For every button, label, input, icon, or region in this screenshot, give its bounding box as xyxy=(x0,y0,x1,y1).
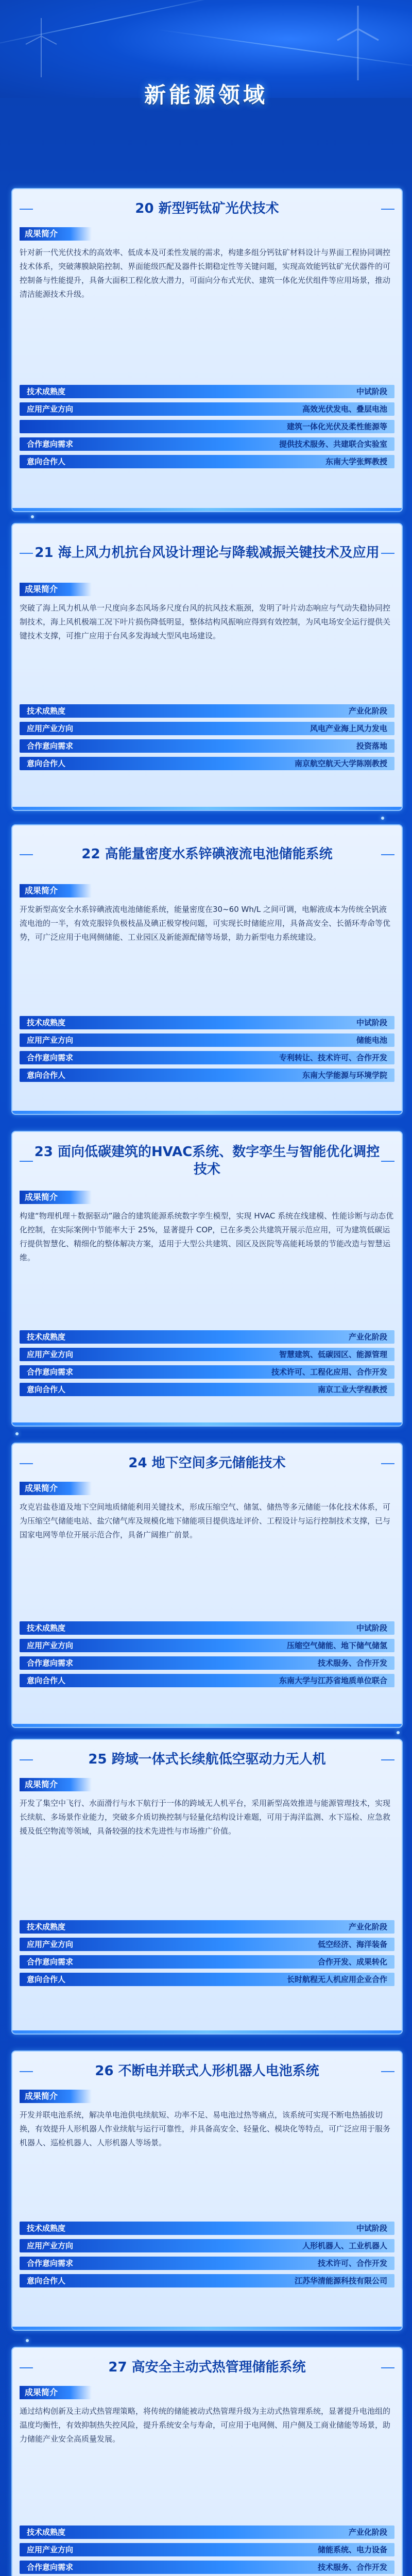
info-key: 技术成熟度 xyxy=(27,1332,66,1342)
info-key: 意向合作人 xyxy=(27,1975,66,1984)
info-row-unit xyxy=(20,1674,394,1687)
info-row-maturity xyxy=(20,704,394,718)
sparkle-icon xyxy=(26,2339,29,2342)
info-value: 技术许可、工程化应用、合作开发 xyxy=(271,1367,387,1377)
achievement-card xyxy=(11,523,403,811)
info-key: 意向合作人 xyxy=(27,759,66,768)
info-value: 中试阶段 xyxy=(356,1018,387,1027)
info-value: 产业化阶段 xyxy=(348,1922,387,1931)
info-value: 压缩空气储能、地下储气储氢 xyxy=(286,1641,387,1650)
info-row-maturity xyxy=(20,1330,394,1344)
intro-label: 成果简介 xyxy=(20,583,92,596)
info-row-maturity xyxy=(20,1621,394,1635)
card-bottom-rule xyxy=(12,1111,402,1114)
card-title-box xyxy=(12,2352,402,2383)
info-key: 应用产业方向 xyxy=(27,1940,74,1949)
info-row-maturity xyxy=(20,2526,394,2539)
info-key: 合作意向需求 xyxy=(27,741,74,751)
info-key: 意向合作人 xyxy=(27,457,66,466)
info-key: 合作意向需求 xyxy=(27,2259,74,2268)
info-row-industry xyxy=(20,402,394,416)
info-value: 江苏华清能源科技有限公司 xyxy=(294,2276,387,2285)
info-key: 应用产业方向 xyxy=(27,2545,74,2554)
info-key: 技术成熟度 xyxy=(27,2528,66,2537)
wind-turbine-icon xyxy=(330,3,386,80)
intro-text: 突破了海上风力机从单一尺度向多态风场多尺度台风的抗风技术瓶颈，发明了叶片动态响应与气动失稳协同控制技术，海上风机极端工况下叶片损伤降低明显，整体结构风振响应得到有效控制，为风电场安全运行提供关键技术支撑，可推广应用于台风多发海域大型风电场建设。 xyxy=(20,603,391,640)
intro-text: 开发了集空中飞行、水面滑行与水下航行于一体的跨域无人机平台，采用新型高效推进与能源管理技术，实现长续航、多场景作业能力，突破多介质切换控制与轻量化结构设计难题，可用于海洋监测、水下巡检、应急救援及低空物流等领域，具备较强的技术先进性与市场推广价值。 xyxy=(20,1799,391,1836)
info-row-industry xyxy=(20,1639,394,1652)
info-row-unit xyxy=(20,1973,394,1986)
info-row-industry xyxy=(20,2239,394,2252)
intro-label: 成果简介 xyxy=(20,2386,92,2399)
achievement-card xyxy=(11,1739,403,2035)
info-value: 建筑一体化光伏及柔性能源等 xyxy=(286,422,387,431)
info-row-mode xyxy=(20,1051,394,1064)
info-key: 应用产业方向 xyxy=(27,2241,74,2250)
info-key: 技术成熟度 xyxy=(27,1922,66,1931)
info-key: 意向合作人 xyxy=(27,1676,66,1685)
intro-text: 开发新型高安全水系锌碘液流电池储能系统，能量密度在30~60 Wh/L 之间可调，电解液成本为传统全钒液流电池的一半，有效克服锌负极枝晶及碘正极穿梭问题，可实现长时储能应用，具备高安全、长循环寿命等优势，可广泛应用于电网侧储能、工业园区及新能源配储等场景，助力新型电力系统建设。 xyxy=(20,905,391,942)
card-title: 26 不断电并联式人形机器人电池系统 xyxy=(95,2063,319,2079)
info-key: 合作意向需求 xyxy=(27,1053,74,1062)
sparkle-icon xyxy=(397,1731,400,1734)
info-row-mode xyxy=(20,1365,394,1379)
info-row-industry xyxy=(20,1348,394,1361)
sparkle-icon xyxy=(381,817,384,820)
info-value: 投资落地 xyxy=(356,741,387,751)
card-bottom-rule xyxy=(12,2327,402,2330)
info-row-industry-extra xyxy=(20,420,394,433)
info-key: 意向合作人 xyxy=(27,1385,66,1394)
info-value: 人形机器人、工业机器人 xyxy=(302,2241,387,2250)
info-key: 技术成熟度 xyxy=(27,1018,66,1027)
card-title-box xyxy=(12,2056,402,2087)
info-value: 产业化阶段 xyxy=(348,2528,387,2537)
info-row-mode xyxy=(20,739,394,753)
info-key: 合作意向需求 xyxy=(27,1367,74,1377)
info-value: 东南大学与江苏省地质单位联合 xyxy=(279,1676,387,1685)
info-value: 长时航程无人机应用企业合作 xyxy=(286,1975,387,1984)
achievement-card xyxy=(11,2347,403,2576)
info-value: 中试阶段 xyxy=(356,387,387,396)
card-bottom-rule xyxy=(12,807,402,810)
intro-text: 攻克岩盐巷道及地下空间地质储能利用关键技术，形成压缩空气、储氢、储热等多元储能一体化技术体系，可为压缩空气储能电站、盐穴储气库及规模化地下储能项目提供选址评价、工程设计与运行控制技术支撑，已与国家电网等单位开展示范合作，具备广阔推广前景。 xyxy=(20,1502,391,1539)
info-key: 应用产业方向 xyxy=(27,1350,74,1359)
info-value: 专利转让、技术许可、合作开发 xyxy=(279,1053,387,1062)
info-value: 中试阶段 xyxy=(356,2224,387,2233)
intro-text: 构建“物理机理＋数据驱动”融合的建筑能源系统数字孪生模型，实现 HVAC 系统在线建模、性能诊断与动态优化控制，在实际案例中节能率大于 25%，显著提升 COP，已在多类公共建筑开展示范应用，可为建筑低碳运行提供智慧化、精细化的整体解决方案，适用于大型公共建筑、园区及医院等高能耗场景的节能改造与智慧运维。 xyxy=(20,1211,394,1262)
info-row-unit xyxy=(20,757,394,770)
info-value: 风电产业海上风力发电 xyxy=(310,724,387,733)
card-bottom-rule xyxy=(12,508,402,511)
card-bottom-rule xyxy=(12,1724,402,1727)
info-key: 合作意向需求 xyxy=(27,1957,74,1967)
intro-label: 成果简介 xyxy=(20,2090,92,2103)
info-row-maturity xyxy=(20,2222,394,2235)
info-row-unit xyxy=(20,2274,394,2287)
info-key: 应用产业方向 xyxy=(27,724,74,733)
info-key: 意向合作人 xyxy=(27,1071,66,1080)
info-key: 合作意向需求 xyxy=(27,439,74,449)
intro-label: 成果简介 xyxy=(20,1191,92,1204)
info-value: 中试阶段 xyxy=(356,1623,387,1633)
info-value: 南京航空航天大学陈刚教授 xyxy=(294,759,387,768)
card-title: 27 高安全主动式热管理储能系统 xyxy=(108,2360,306,2375)
info-key: 合作意向需求 xyxy=(27,1658,74,1668)
info-row-industry xyxy=(20,1033,394,1047)
info-key: 技术成熟度 xyxy=(27,2224,66,2233)
wind-turbine-icon xyxy=(21,15,62,77)
info-value: 储能电池 xyxy=(356,1036,387,1045)
info-key: 技术成熟度 xyxy=(27,706,66,716)
achievement-card xyxy=(11,824,403,1115)
info-key: 技术成熟度 xyxy=(27,387,66,396)
card-title: 23 面向低碳建筑的HVAC系统、数字孪生与智能优化调控技术 xyxy=(34,1144,380,1177)
info-key: 应用产业方向 xyxy=(27,1641,74,1650)
card-title: 20 新型钙钛矿光伏技术 xyxy=(135,201,279,216)
info-row-mode xyxy=(20,1955,394,1969)
info-key: 合作意向需求 xyxy=(27,2563,74,2572)
info-row-mode xyxy=(20,2561,394,2574)
card-title: 22 高能量密度水系锌碘液流电池储能系统 xyxy=(81,846,333,862)
achievement-card xyxy=(11,188,403,512)
card-bottom-rule xyxy=(12,2030,402,2033)
info-row-mode xyxy=(20,2257,394,2270)
info-key: 意向合作人 xyxy=(27,2276,66,2285)
info-value: 合作开发、成果转化 xyxy=(317,1957,387,1967)
info-row-maturity xyxy=(20,1016,394,1029)
sparkle-icon xyxy=(15,1432,19,1435)
info-row-mode xyxy=(20,1656,394,1670)
info-row-unit xyxy=(20,455,394,468)
card-title-box xyxy=(12,193,402,224)
card-title-box xyxy=(12,528,402,578)
info-row-unit xyxy=(20,1383,394,1396)
achievement-card xyxy=(11,1131,403,1427)
card-title: 21 海上风力机抗台风设计理论与降载减振关键技术及应用 xyxy=(35,545,380,561)
intro-label: 成果简介 xyxy=(20,1482,92,1495)
info-value: 技术服务、合作开发 xyxy=(317,2563,387,2572)
card-title: 24 地下空间多元储能技术 xyxy=(128,1455,286,1471)
info-row-industry xyxy=(20,2543,394,2556)
info-value: 技术服务、合作开发 xyxy=(317,1658,387,1668)
info-value: 产业化阶段 xyxy=(348,1332,387,1342)
info-row-maturity xyxy=(20,1920,394,1934)
intro-text: 针对新一代光伏技术的高效率、低成本及可柔性发展的需求，构建多组分钙钛矿材料设计与界面工程协同调控技术体系，突破薄膜缺陷控制、界面能级匹配及器件长期稳定性等关键问题，实现高效能钙钛矿光伏器件的可控制备与性能提升，具备大面积工程化放大潜力，可面向分布式光伏、建筑一体化光伏组件等应用场景，推动清洁能源技术升级。 xyxy=(20,248,391,299)
achievement-card xyxy=(11,1443,403,1728)
info-row-industry xyxy=(20,1938,394,1951)
card-title-box xyxy=(12,1448,402,1479)
intro-label: 成果简介 xyxy=(20,1778,92,1791)
achievement-card xyxy=(11,2050,403,2331)
info-row-industry xyxy=(20,722,394,735)
card-title-box xyxy=(12,829,402,879)
intro-text: 通过结构创新及主动式热管理策略，将传统的储能被动式热管理升级为主动式热管理系统，显著提升电池组的温度均衡性，有效抑制热失控风险，提升系统安全与寿命，可应用于电网侧、用户侧及工商业储能等场景，助力储能产业安全高质量发展。 xyxy=(20,2406,391,2444)
info-value: 东南大学能源与环境学院 xyxy=(302,1071,387,1080)
intro-label: 成果简介 xyxy=(20,227,92,241)
info-value: 东南大学张辉教授 xyxy=(325,457,387,466)
info-value: 产业化阶段 xyxy=(348,706,387,716)
info-value: 提供技术服务、共建联合实验室 xyxy=(279,439,387,449)
info-key: 应用产业方向 xyxy=(27,404,74,414)
info-value: 智慧建筑、低碳园区、能源管理 xyxy=(279,1350,387,1359)
info-value: 高效光伏发电、叠层电池 xyxy=(302,404,387,414)
info-value: 南京工业大学程教授 xyxy=(317,1385,387,1394)
intro-label: 成果简介 xyxy=(20,884,92,897)
info-row-maturity xyxy=(20,385,394,398)
card-title: 25 跨域一体式长续航低空驱动力无人机 xyxy=(88,1752,326,1767)
info-value: 技术许可、合作开发 xyxy=(317,2259,387,2268)
sparkle-icon xyxy=(31,515,34,518)
info-row-unit xyxy=(20,1069,394,1082)
card-bottom-rule xyxy=(12,1422,402,1426)
info-key: 应用产业方向 xyxy=(27,1036,74,1045)
page-title: 新能源领域 xyxy=(144,82,268,108)
info-value: 储能系统、电力设备 xyxy=(317,2545,387,2554)
card-title-box xyxy=(12,1136,402,1185)
card-title-box xyxy=(12,1744,402,1775)
info-value: 低空经济、海洋装备 xyxy=(317,1940,387,1949)
info-row-mode xyxy=(20,437,394,451)
intro-text: 开发并联电池系统，解决单电池供电续航短、功率不足、易电池过热等痛点，该系统可实现不断电热插拔切换，有效提升人形机器人作业续航与运行可靠性，并具备高安全、轻量化、模块化等特点，可广泛应用于服务机器人、巡检机器人、人形机器人等场景。 xyxy=(20,2110,391,2147)
info-key: 技术成熟度 xyxy=(27,1623,66,1633)
